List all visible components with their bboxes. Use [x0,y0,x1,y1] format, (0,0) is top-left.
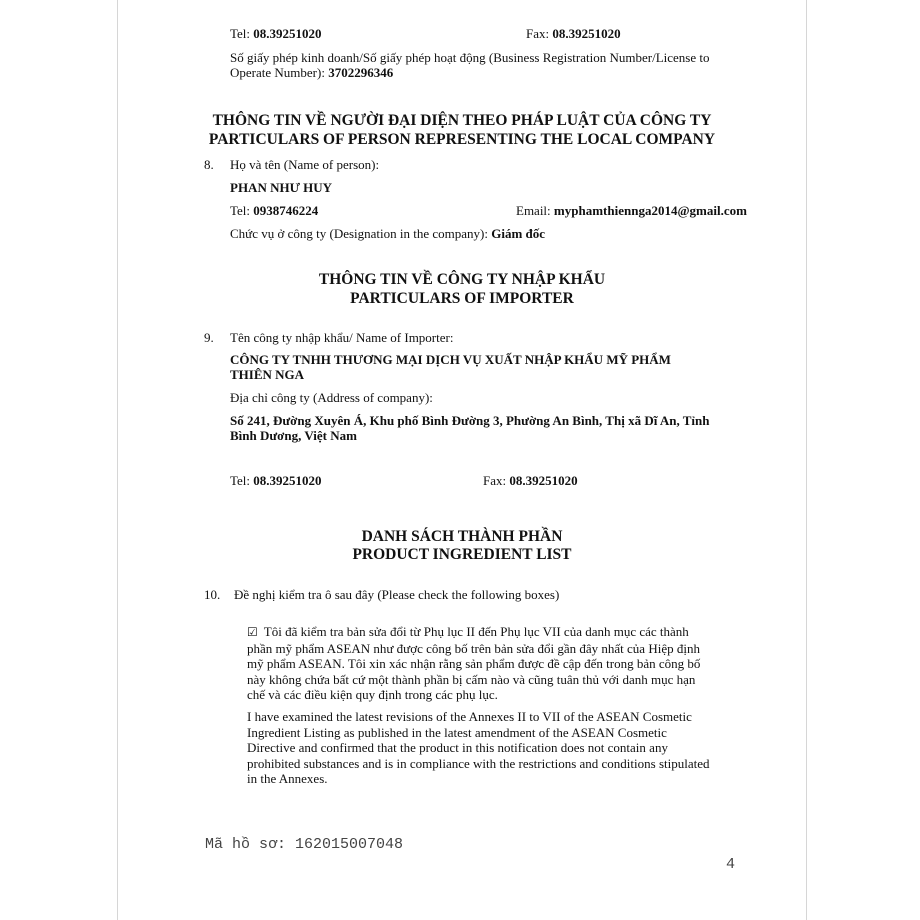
ingredients-title-en: PRODUCT INGREDIENT LIST [352,546,572,563]
license-label-line-1: Số giấy phép kinh doanh/Số giấy phép hoạt động (Business Registration Number/License to [230,50,710,65]
representative-email [516,203,747,219]
designation-value: Giám đốc [491,226,546,241]
importer-address-label: Địa chỉ công ty (Address of company): [230,390,433,405]
file-code: Mã hồ sơ: 162015007048 [205,836,404,853]
declaration-vi-line-5: chế và các điều kiện quy định trong các phụ lục. [247,687,498,702]
license-line-2 [230,65,393,81]
representative-email-value: myphamthiennga2014@gmail.com [553,203,747,218]
importer-fax [483,473,578,489]
representative-name-value: PHAN NHƯ HUY [230,180,333,195]
importer-address-line-1: Số 241, Đường Xuyên Á, Khu phố Bình Đường 3, Phường An Bình, Thị xã Dĩ An, Tỉnh [230,413,710,428]
importer-title-en: PARTICULARS OF IMPORTER [350,290,574,307]
declaration-en-line-4: prohibited substances and is in compliance with the restrictions and conditions stipulated [247,755,710,771]
declaration-vi-line-1 [247,624,739,641]
declaration-en-line-3: Directive and confirmed that the product in this notification does not contain any [247,740,668,755]
exporter-fax-value: 08.39251020 [552,26,621,41]
designation-label: Chức vụ ở công ty (Designation in the company): [230,226,488,241]
declaration-vi-text-1: Tôi đã kiểm tra bản sửa đổi từ Phụ lục II đến Phụ lục VII của danh mục các thành [263,624,689,639]
declaration-en-line-5: in the Annexes. [247,771,328,786]
exporter-tel [230,26,322,42]
representative-designation [230,226,545,242]
exporter-tel-label: Tel: [230,26,251,41]
representative-tel [230,203,318,219]
page-number: 4 [726,856,736,873]
license-label-line-2: Operate Number): [230,65,325,80]
declaration-en-line-1: I have examined the latest revisions of the Annexes II to VII of the ASEAN Cosmetic [247,709,692,724]
document-page [117,0,807,920]
declaration-en-line-2: Ingredient Listing as published in the latest amendment of the ASEAN Cosmetic [247,724,667,740]
license-number: 3702296346 [328,65,394,80]
declaration-english [247,709,739,787]
declaration-vietnamese [247,624,739,703]
representative-tel-value: 0938746224 [253,203,319,218]
representative-title-en: PARTICULARS OF PERSON REPRESENTING THE LOCAL COMPANY [208,131,716,148]
exporter-tel-value: 08.39251020 [253,26,322,41]
importer-fax-label: Fax: [483,473,507,488]
importer-title-vi: THÔNG TIN VỀ CÔNG TY NHẬP KHẨU [318,271,606,288]
declaration-vi-line-2: phần mỹ phẩm ASEAN như được công bố trên bản sửa đổi gần đây nhất của Hiệp định [247,640,700,656]
importer-tel-label: Tel: [230,473,251,488]
item-number-9: 9. [204,330,214,345]
item-number-8: 8. [204,157,214,172]
importer-address-line-2: Bình Dương, Việt Nam [230,428,357,443]
importer-name-label: Tên công ty nhập khẩu/ Name of Importer: [230,330,454,345]
checkbox-checked-icon[interactable]: ☑ [247,625,258,639]
ingredients-title-vi: DANH SÁCH THÀNH PHẦN [361,528,563,545]
representative-tel-label: Tel: [230,203,251,218]
importer-name-line-2: THIÊN NGA [230,367,305,382]
exporter-fax [526,26,621,42]
representative-email-label: Email: [516,203,551,218]
importer-tel-value: 08.39251020 [253,473,322,488]
item-number-10: 10. [204,587,221,602]
importer-fax-value: 08.39251020 [509,473,578,488]
declaration-vi-line-3: mỹ phẩm ASEAN. Tôi xin xác nhận rằng sản phẩm được đề cập đến trong bản công bố [247,656,701,671]
importer-tel [230,473,322,489]
representative-title-vi: THÔNG TIN VỀ NGƯỜI ĐẠI DIỆN THEO PHÁP LUẬT CỦA CÔNG TY [212,112,712,129]
check-instruction: Đề nghị kiểm tra ô sau đây (Please check the following boxes) [234,587,560,602]
exporter-fax-label: Fax: [526,26,550,41]
importer-name-line-1: CÔNG TY TNHH THƯƠNG MẠI DỊCH VỤ XUẤT NHẬP KHẨU MỸ PHẨM [230,352,671,367]
representative-name-label: Họ và tên (Name of person): [230,157,380,172]
declaration-vi-line-4: này không chứa bất cứ một thành phần bị cấm nào và cũng tuân thủ với danh mục hạn [247,671,696,687]
